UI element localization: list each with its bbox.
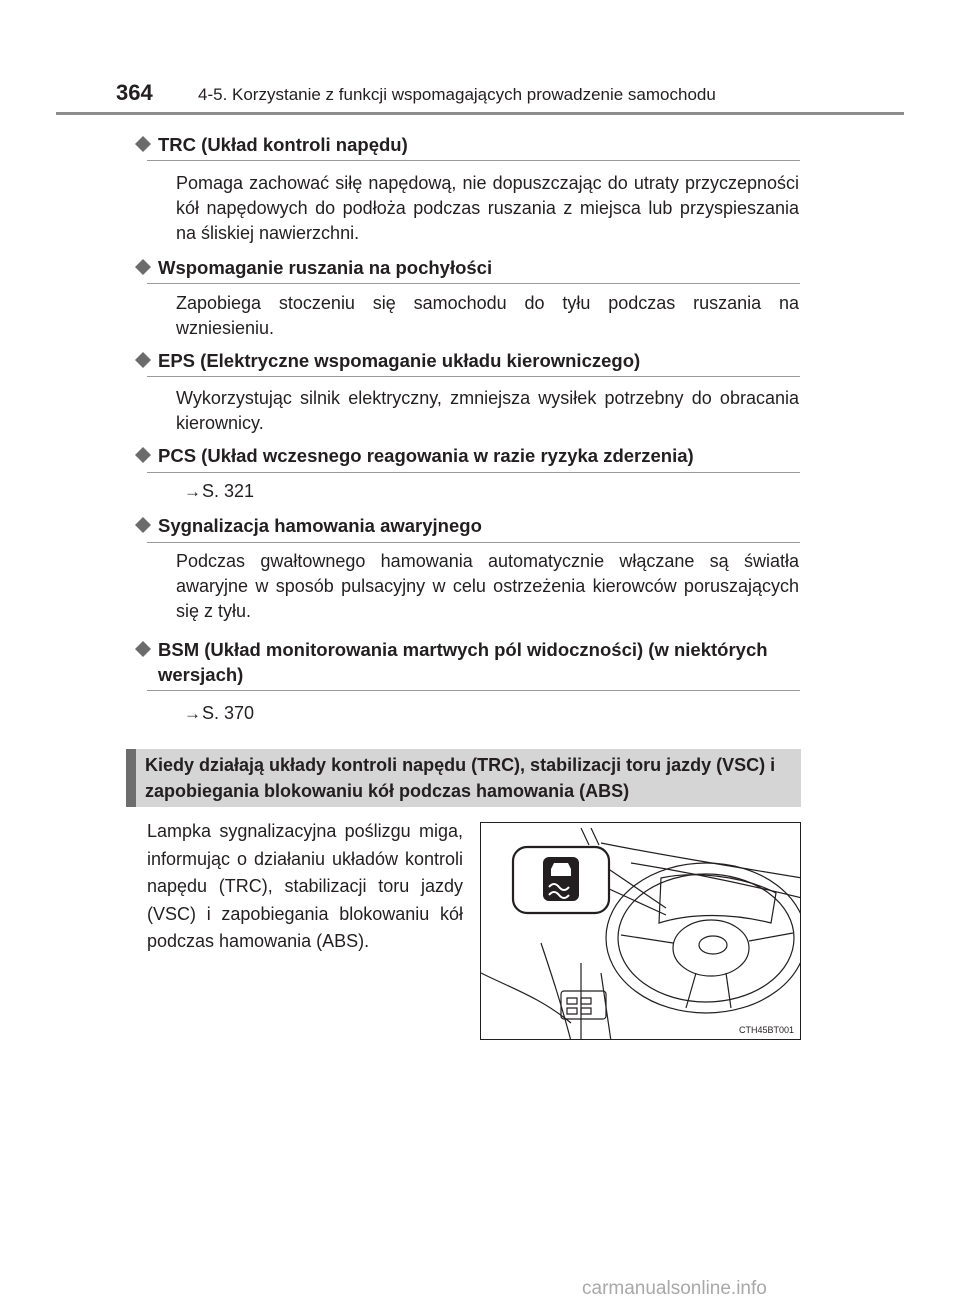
section-heading-hill-start	[133, 255, 803, 280]
diamond-bullet-icon	[135, 259, 151, 275]
section-heading-bsm	[133, 637, 803, 687]
diamond-bullet-icon	[135, 136, 151, 152]
section-body: Podczas gwałtownego hamowania automatycznie włączane są światła awaryjne w sposób pulsacyjny w celu ostrzeżenia kierowców poruszających się z tyłu.	[176, 551, 799, 621]
section-title: EPS (Elektryczne wspomaganie układu kierowniczego)	[158, 350, 641, 371]
section-divider	[147, 472, 800, 473]
diamond-bullet-icon	[135, 447, 151, 463]
right-arrow-icon: →	[184, 704, 201, 723]
info-box-heading	[126, 749, 801, 807]
diamond-bullet-icon	[135, 352, 151, 368]
cross-reference[interactable]	[184, 703, 254, 724]
dashboard-illustration	[480, 822, 801, 1040]
watermark: carmanualsonline.info	[582, 1278, 767, 1299]
section-title: PCS (Układ wczesnego reagowania w razie ryzyka zderzenia)	[158, 445, 694, 466]
figure-id: CTH45BT001	[738, 1025, 794, 1035]
section-title: Wspomaganie ruszania na pochyłości	[158, 257, 493, 278]
info-box-title: Kiedy działają układy kontroli napędu (TRC), stabilizacji toru jazdy (VSC) i zapobiegania blokowaniu kół podczas hamowania (ABS)	[145, 755, 776, 801]
section-divider	[147, 690, 800, 691]
section-divider	[147, 283, 800, 284]
section-title: Sygnalizacja hamowania awaryjnego	[158, 515, 482, 536]
section-body: Wykorzystując silnik elektryczny, zmniejsza wysiłek potrzebny do obracania kierownicy.	[176, 388, 799, 433]
section-body: Zapobiega stoczeniu się samochodu do tyłu podczas ruszania na wzniesieniu.	[176, 293, 799, 338]
chapter-title: 4-5. Korzystanie z funkcji wspomagających prowadzenie samochodu	[198, 85, 716, 104]
page-number: 364	[116, 80, 153, 105]
section-heading-pcs	[133, 443, 803, 468]
section-heading-emergency-brake-signal	[133, 513, 803, 538]
dashboard-drawing	[481, 823, 801, 1040]
cross-reference-text: S. 321	[202, 481, 255, 501]
section-title: BSM (Układ monitorowania martwych pól widoczności) (w niektórych wersjach)	[158, 639, 768, 685]
cross-reference[interactable]	[184, 481, 254, 502]
section-divider	[147, 160, 800, 161]
section-heading-eps	[133, 348, 803, 373]
section-heading-trc	[133, 132, 803, 157]
diamond-bullet-icon	[135, 641, 151, 657]
cross-reference-text: S. 370	[202, 703, 255, 723]
info-box-accent	[126, 749, 136, 807]
section-divider	[147, 542, 800, 543]
section-divider	[147, 376, 800, 377]
section-body: Pomaga zachować siłę napędową, nie dopuszczając do utraty przyczepności kół napędowych do podłoża podczas ruszania z miejsca lub przyspieszania na śliskiej nawierzchni.	[176, 173, 799, 243]
right-arrow-icon: →	[184, 482, 201, 501]
section-title: TRC (Układ kontroli napędu)	[158, 134, 408, 155]
slip-indicator-icon	[543, 857, 579, 901]
diamond-bullet-icon	[135, 517, 151, 533]
header-rule	[56, 112, 904, 115]
info-box-body: Lampka sygnalizacyjna poślizgu miga, informując o działaniu układów kontroli napędu (TRC), stabilizacji toru jazdy (VSC) i zapobiegania blokowaniu kół podczas hamowania (ABS).	[147, 821, 463, 952]
